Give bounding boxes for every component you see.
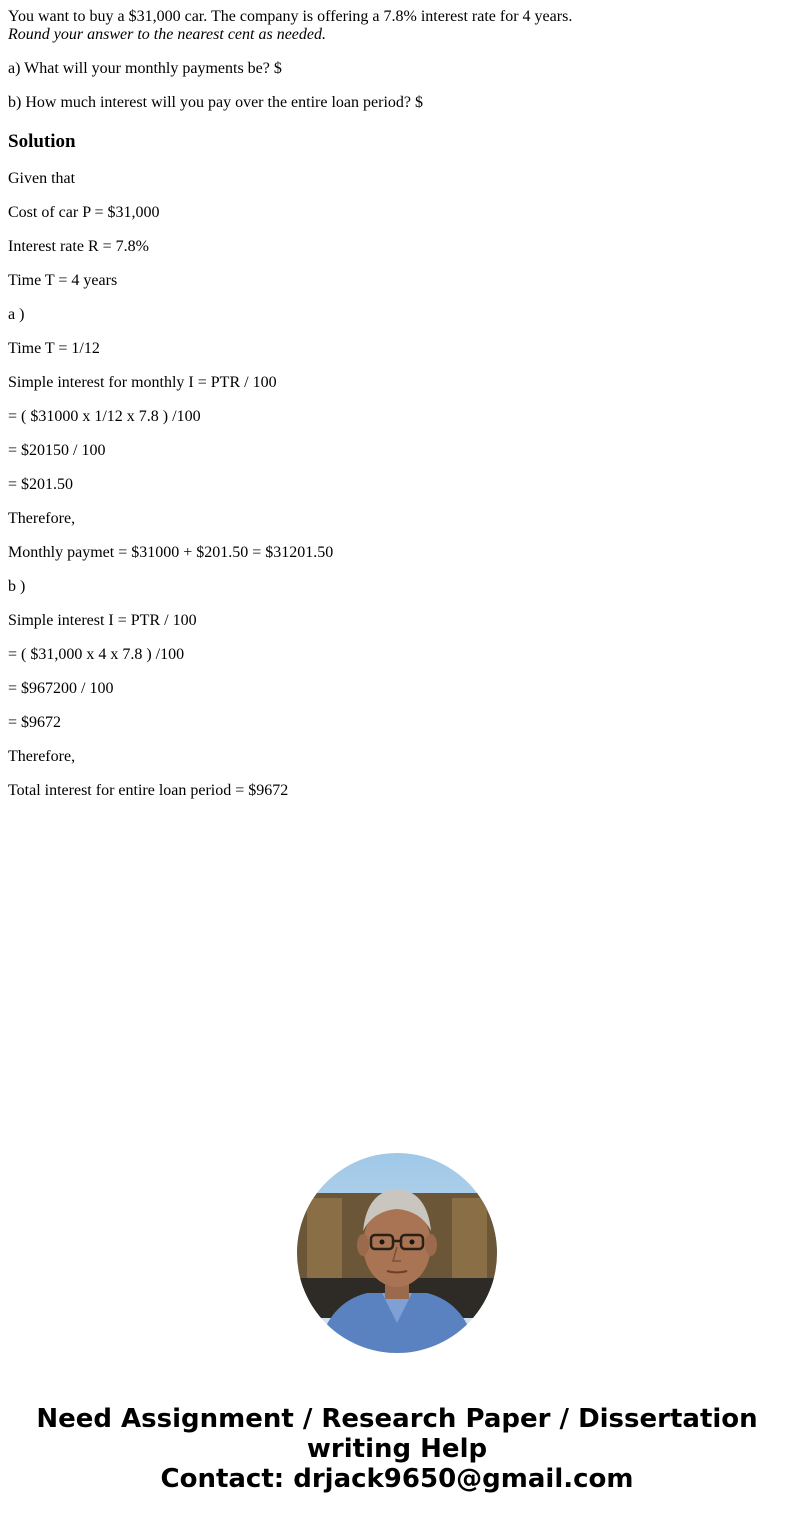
contact-email: Contact: drjack9650@gmail.com (160, 1464, 634, 1494)
solution-line: a ) (8, 306, 25, 323)
solution-heading: Solution (8, 131, 76, 152)
solution-line: Time T = 4 years (8, 272, 118, 289)
solution-line: = ( $31000 x 1/12 x 7.8 ) /100 (8, 408, 201, 425)
question-block (8, 8, 786, 112)
solution-line: = $20150 / 100 (8, 442, 106, 459)
solution-line: Time T = 1/12 (8, 340, 100, 357)
document-body (8, 8, 786, 800)
solution-line: Interest rate R = 7.8% (8, 238, 149, 255)
rounding-instruction: Round your answer to the nearest cent as needed. (8, 26, 327, 43)
banner-line: Need Assignment / Research Paper / Dissertation (36, 1404, 758, 1434)
solution-line: = $201.50 (8, 476, 74, 493)
author-photo (297, 1153, 497, 1353)
solution-line: b ) (8, 578, 26, 595)
solution-line: = $967200 / 100 (8, 680, 114, 697)
solution-line: Simple interest I = PTR / 100 (8, 612, 197, 629)
solution-line: Simple interest for monthly I = PTR / 100 (8, 374, 277, 391)
solution-line: = $9672 (8, 714, 62, 731)
portrait-image (297, 1153, 497, 1353)
solution-line: Therefore, (8, 748, 76, 765)
solution-line: Cost of car P = $31,000 (8, 204, 160, 221)
question-text: You want to buy a $31,000 car. The company is offering a 7.8% interest rate for 4 years. (8, 8, 573, 25)
question-part-a: a) What will your monthly payments be? $ (8, 60, 282, 77)
solution-line: = ( $31,000 x 4 x 7.8 ) /100 (8, 646, 185, 663)
solution-line: Monthly paymet = $31000 + $201.50 = $31201.50 (8, 544, 334, 561)
contact-banner (0, 1404, 794, 1494)
solution-line: Total interest for entire loan period = $9672 (8, 782, 289, 799)
banner-line: writing Help (306, 1434, 488, 1464)
solution-steps (8, 170, 786, 800)
solution-line: Given that (8, 170, 76, 187)
solution-line: Therefore, (8, 510, 76, 527)
question-part-b: b) How much interest will you pay over the entire loan period? $ (8, 94, 423, 111)
